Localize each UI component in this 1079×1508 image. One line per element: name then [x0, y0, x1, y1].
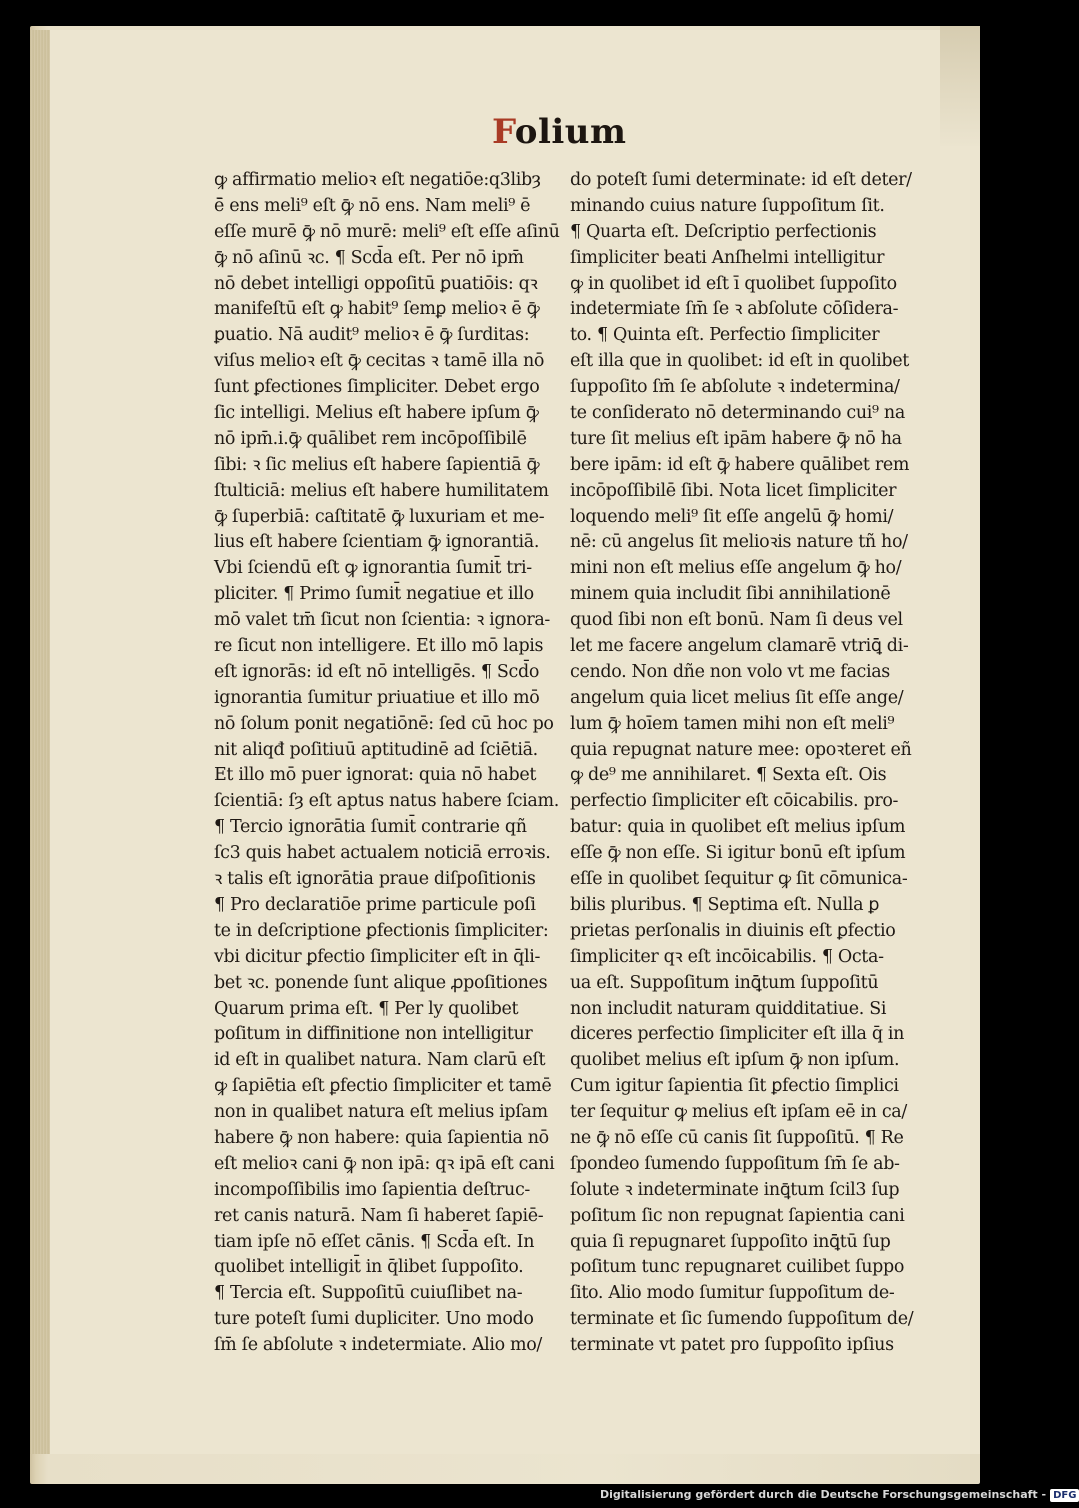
text-line: ter ſequitur ꝙ melius eſt ipſam eē in ca/: [570, 1102, 907, 1123]
text-line: ſimpliciter beati Anſhelmi intelligitur: [570, 247, 885, 268]
text-line: poſitum ſic non repugnat ſapientia cani: [570, 1205, 905, 1226]
text-line: viſus melioꝛ eſt ꝙ̄ cecitas ꝛ tamē illa nō: [214, 351, 545, 372]
text-line: ꝙ ſapiētia eſt ꝑfectio ſimpliciter et tamē: [214, 1076, 552, 1097]
text-line: terminate vt patet pro ſuppoſito ipſius: [570, 1335, 894, 1356]
text-line: do poteſt ſumi determinate: id eſt deter/: [570, 170, 912, 190]
footer-text: Digitalisierung gefördert durch die Deutsche Forschungsgemeinschaft -: [600, 1488, 1047, 1501]
text-line: incompoſſibilis imo ſapientia deſtruc-: [214, 1179, 530, 1200]
text-line: pliciter. ¶ Primo ſumit̄ negatiue et illo: [214, 584, 534, 605]
text-line: loquendo meli⁹ ſit eſſe angelū ꝙ̄ homi/: [570, 506, 894, 527]
text-line: batur: quia in quolibet eſt melius ipſum: [570, 817, 906, 838]
text-line: ſpondeo ſumendo ſuppoſitum ſm̄ ſe ab-: [570, 1153, 900, 1174]
text-line: ¶ Quarta eſt. Deſcriptio perfectionis: [570, 221, 877, 242]
text-line: nō debet intelligi oppoſitū ꝑuatiōis: qꝛ: [214, 273, 538, 294]
text-line: ꝛ talis eſt ignorātia praue diſpoſitionis: [214, 869, 536, 890]
text-line: poſitum tunc repugnaret cuilibet ſuppo: [570, 1257, 905, 1278]
text-line: ſcientiā: ſȝ eſt aptus natus habere ſciam.: [214, 791, 559, 812]
text-line: bere ipām: id eſt ꝙ̄ habere quālibet rem: [570, 454, 910, 475]
text-line: non includit naturam quidditatiue. Si: [570, 998, 887, 1019]
text-line: ua eſt. Suppoſitum inꝗ̄tum ſuppoſitū: [570, 972, 879, 993]
text-line: diceres perfectio ſimpliciter eſt illa q̄ in: [570, 1024, 905, 1045]
text-line: ꝙ in quolibet id eſt ī quolibet ſuppoſito: [570, 273, 897, 294]
page-edge-strip: [30, 30, 52, 1454]
folio-initial: F: [492, 112, 515, 152]
text-line: nē: cū angelus ſit melioꝛis nature tñ ho/: [570, 532, 908, 553]
text-line: ꝙ̄ ſuperbiā: caſtitatē ꝙ̄ luxuriam et me-: [214, 506, 545, 527]
text-line: incōpoſſibilē ſibi. Nota licet ſimpliciter: [570, 480, 897, 501]
text-line: re ſicut non intelligere. Et illo mō lapis: [214, 636, 544, 657]
text-line: Et illo mō puer ignorat: quia nō habet: [214, 765, 537, 786]
text-line: non in qualibet natura eſt melius ipſam: [214, 1102, 548, 1123]
text-line: ꝑuatio. Nā audit⁹ melioꝛ ē ꝙ̄ ſurditas:: [214, 325, 530, 346]
text-line: ſolute ꝛ indeterminate inꝗ̄tum ſcil3 ſup: [570, 1179, 900, 1200]
text-line: Quarum prima eſt. ¶ Per ly quolibet: [214, 998, 519, 1019]
text-line: terminate et ſic ſumendo ſuppoſitum de/: [570, 1309, 914, 1330]
text-line: manifeſtū eſt ꝙ habit⁹ ſemꝑ melioꝛ ē ꝙ̄: [214, 299, 540, 320]
text-line: eſt illa que in quolibet: id eſt in quolibet: [570, 351, 909, 372]
text-line: lum ꝙ̄ hoīem tamen mihi non eſt meli⁹: [570, 713, 895, 734]
text-line: ne ꝙ̄ nō eſſe cū canis ſit ſuppoſitū. ¶ Re: [570, 1127, 904, 1148]
text-line: prietas perſonalis in diuinis eſt ꝑfectio: [570, 920, 896, 941]
text-line: ſuppoſito ſm̄ ſe abſolute ꝛ indetermina/: [570, 377, 900, 398]
text-line: bilis pluribus. ¶ Septima eſt. Nulla ꝑ: [570, 894, 880, 915]
text-line: nō ipm̄.i.ꝙ̄ quālibet rem incōpoſſibilē: [214, 428, 527, 449]
text-line: let me facere angelum clamarē vtriꝗ̄ di-: [570, 636, 909, 657]
text-line: ſito. Alio modo ſumitur ſuppoſitum de-: [570, 1283, 895, 1304]
text-line: eſſe murē ꝙ̄ nō murē: meli⁹ eſt eſſe aſinū: [214, 221, 560, 242]
text-line: Cum igitur ſapientia ſit ꝑfectio ſimplici: [570, 1076, 899, 1097]
text-line: minando cuius nature ſuppoſitum ſit.: [570, 195, 885, 216]
text-line: ſunt ꝑfectiones ſimpliciter. Debet ergo: [214, 377, 540, 398]
text-line: ꝙ affirmatio melioꝛ eſt negatiōe:q3libȝ: [214, 170, 541, 190]
text-line: nō ſolum ponit negatiōnē: ſed cū hoc po: [214, 713, 554, 734]
text-line: mō valet tm̄ ſicut non ſcientia: ꝛ ignora-: [214, 610, 550, 631]
text-line: cendo. Non dñe non volo vt me facias: [570, 661, 890, 682]
text-line: ſic intelligi. Melius eſt habere ipſum ꝙ̄: [214, 403, 539, 424]
page-shadow: [940, 26, 980, 146]
text-line: poſitum in diffinitione non intelligitur: [214, 1024, 533, 1045]
text-line: ꝙ de⁹ me annihilaret. ¶ Sexta eſt. Ois: [570, 765, 887, 786]
text-line: eſſe in quolibet ſequitur ꝙ ſit cōmunica-: [570, 869, 908, 890]
text-line: vbi dicitur ꝑfectio ſimpliciter eſt in q̄li-: [214, 946, 541, 967]
text-line: indetermiate ſm̄ ſe ꝛ abſolute cōſidera-: [570, 299, 899, 320]
text-line: perfectio ſimpliciter eſt cōicabilis. pro-: [570, 791, 899, 812]
text-line: bet ꝛc. ponende ſunt alique ꝓpoſitiones: [214, 972, 548, 993]
text-line: eſſe ꝙ̄ non eſſe. Si igitur bonū eſt ipſum: [570, 843, 906, 864]
text-line: tiam ipſe nō eſſet cānis. ¶ Scd̄a eſt. In: [214, 1231, 535, 1252]
text-line: ē̄ ens meli⁹ eſt ꝙ̄ nō ens. Nam meli⁹ ē: [214, 195, 531, 216]
text-line: quod ſibi non eſt bonū. Nam ſi deus vel: [570, 610, 903, 631]
text-line: mini non eſt melius eſſe angelum ꝙ̄ ho/: [570, 558, 902, 579]
text-line: ſm̄ ſe abſolute ꝛ indetermiate. Alio mo/: [214, 1335, 542, 1356]
text-line: eſt ignorās: id eſt nō intelligēs. ¶ Scd̄o: [214, 661, 540, 682]
text-line: to. ¶ Quinta eſt. Perfectio ſimpliciter: [570, 325, 880, 346]
text-line: eſt melioꝛ cani ꝙ̄ non ipā: qꝛ ipā eſt cani: [214, 1153, 555, 1174]
text-line: minem quia includit ſibi annihilationē: [570, 584, 891, 605]
text-line: te conſiderato nō determinando cui⁹ na: [570, 403, 905, 424]
text-line: ture poteſt ſumi dupliciter. Uno modo: [214, 1309, 534, 1330]
text-line: ret canis naturā. Nam ſi haberet ſapiē-: [214, 1205, 544, 1226]
text-line: ſibi: ꝛ ſic melius eſt habere ſapientiā ꝙ̄: [214, 454, 540, 475]
folio-rest: olium: [514, 112, 627, 152]
text-line: quolibet intelligit̄ in q̄libet ſuppoſito.: [214, 1257, 524, 1278]
text-line: id eſt in qualibet natura. Nam clarū eſt: [214, 1050, 546, 1071]
text-line: ignorantia ſumitur priuatiue et illo mō: [214, 687, 540, 708]
text-line: angelum quia licet melius ſit eſſe ange/: [570, 687, 904, 708]
folio-header: [492, 112, 627, 162]
text-line: te in deſcriptione ꝑfectionis ſimpliciter:: [214, 920, 549, 941]
text-line: ¶ Tercia eſt. Suppoſitū cuiuſlibet na-: [214, 1283, 523, 1304]
text-line: ſimpliciter qꝛ eſt incōicabilis. ¶ Octa-: [570, 946, 884, 967]
text-line: ¶ Pro declaratiōe prime particule poſi: [214, 894, 536, 915]
text-line: ſc3 quis habet actualem noticiā erroꝛis.: [214, 843, 551, 864]
text-line: ¶ Tercio ignorātia ſumit̄ contrarie qñ: [214, 817, 527, 838]
text-line: quia ſi repugnaret ſuppoſito inꝗ̄tū ſup: [570, 1231, 891, 1252]
footer-credit: [600, 1488, 1079, 1504]
text-line: ture ſit melius eſt ipām habere ꝙ̄ nō ha: [570, 428, 902, 449]
left-text-column: [214, 168, 560, 1359]
text-line: lius eſt habere ſcientiam ꝙ̄ ignorantiā.: [214, 532, 540, 553]
text-line: habere ꝙ̄ non habere: quia ſapientia nō: [214, 1127, 549, 1148]
text-line: Vbi ſciendū eſt ꝙ ignorantia ſumit̄ tri-: [214, 558, 532, 579]
dfg-logo: DFG: [1050, 1489, 1079, 1502]
text-line: quolibet melius eſt ipſum ꝙ̄ non ipſum.: [570, 1050, 900, 1071]
text-line: nit aliqđ poſitiuū aptitudinē ad ſciētiā.: [214, 739, 538, 760]
right-text-column: [570, 168, 914, 1359]
text-line: ꝙ̄ nō aſinū ꝛc. ¶ Scd̄a eſt. Per nō ipm̄: [214, 247, 524, 268]
text-line: ſtulticiā: melius eſt habere humilitatem: [214, 480, 549, 501]
text-line: quia repugnat nature mee: opoꝛteret eñ: [570, 739, 912, 760]
